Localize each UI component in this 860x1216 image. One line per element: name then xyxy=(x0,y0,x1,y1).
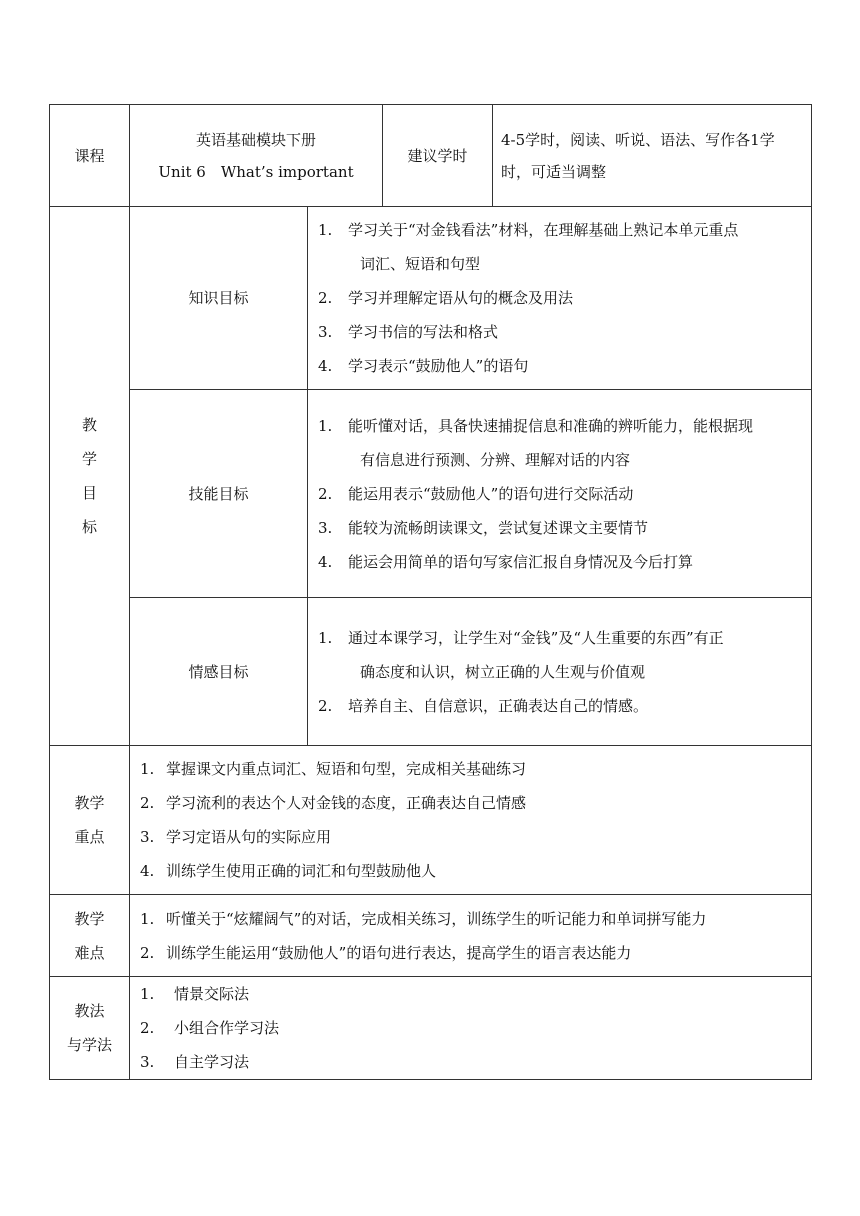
key-points-label-line: 重点 xyxy=(74,828,105,846)
item-number: 1. xyxy=(318,628,333,647)
difficulties-label-cell xyxy=(50,895,130,977)
item-number: 1. xyxy=(318,416,333,435)
emotion-items-cell xyxy=(308,598,812,746)
skills-list xyxy=(308,403,811,585)
item-number: 4. xyxy=(140,862,155,880)
key-points-label-line: 教学 xyxy=(74,794,105,812)
item-text: 听懂关于“炫耀阔气”的对话，完成相关练习，训练学生的听记能力和单词拼写能力 xyxy=(166,909,707,928)
difficulties-items-cell xyxy=(130,895,812,977)
header-row xyxy=(50,105,812,207)
skills-row xyxy=(50,390,812,598)
item-text: 小组合作学习法 xyxy=(174,1019,280,1037)
item-number: 1. xyxy=(140,909,155,928)
item-text: 情景交际法 xyxy=(174,985,250,1003)
objectives-label-char: 标 xyxy=(81,518,97,536)
skills-label: 技能目标 xyxy=(188,484,249,503)
item-text: 训练学生能运用“鼓励他人”的语句进行表达，提高学生的语言表达能力 xyxy=(166,943,632,962)
emotion-list xyxy=(308,615,811,729)
list-item xyxy=(318,213,803,281)
item-number: 2. xyxy=(318,696,333,715)
list-item xyxy=(140,936,809,970)
item-text: 掌握课文内重点词汇、短语和句型，完成相关基础练习 xyxy=(166,760,527,778)
knowledge-list xyxy=(308,207,811,389)
hours-label: 建议学时 xyxy=(407,146,468,165)
difficulties-list xyxy=(130,896,811,976)
methods-label-cell xyxy=(50,977,130,1080)
course-title-cell xyxy=(130,105,383,207)
item-number: 4. xyxy=(318,552,333,571)
item-number: 1. xyxy=(140,985,155,1003)
item-text: 能运用表示“鼓励他人”的语句进行交际活动 xyxy=(348,484,634,503)
item-text-continued: 有信息进行预测、分辨、理解对话的内容 xyxy=(360,450,631,469)
hours-text-cell xyxy=(493,105,812,207)
item-number: 1. xyxy=(140,760,155,778)
objectives-label-cell xyxy=(50,207,130,746)
objectives-label-char: 教 xyxy=(81,416,97,434)
objectives-label-char: 目 xyxy=(81,484,97,502)
list-item xyxy=(318,281,803,315)
item-text: 学习并理解定语从句的概念及用法 xyxy=(348,289,574,307)
item-text: 通过本课学习，让学生对“金钱”及“人生重要的东西”有正 xyxy=(348,628,724,647)
list-item xyxy=(318,621,803,689)
item-number: 3. xyxy=(318,323,333,341)
key-points-list xyxy=(130,746,811,894)
list-item xyxy=(140,752,803,786)
item-text: 自主学习法 xyxy=(174,1053,250,1071)
knowledge-row xyxy=(50,207,812,390)
list-item xyxy=(140,902,809,936)
skills-items-cell xyxy=(308,390,812,598)
item-text: 训练学生使用正确的词汇和句型鼓励他人 xyxy=(166,862,437,880)
difficulties-row xyxy=(50,895,812,977)
list-item xyxy=(318,349,803,383)
item-number: 3. xyxy=(140,1053,155,1071)
item-number: 2. xyxy=(140,1019,155,1037)
knowledge-label: 知识目标 xyxy=(188,289,249,307)
objectives-label-char: 学 xyxy=(81,450,97,468)
item-text: 能较为流畅朗读课文，尝试复述课文主要情节 xyxy=(348,518,649,537)
emotion-row xyxy=(50,598,812,746)
list-item xyxy=(318,315,803,349)
item-text-continued: 确态度和认识，树立正确的人生观与价值观 xyxy=(360,662,646,681)
item-number: 4. xyxy=(318,357,333,375)
item-number: 1. xyxy=(318,221,333,239)
course-label: 课程 xyxy=(74,146,105,165)
knowledge-label-cell xyxy=(130,207,308,390)
methods-items-cell xyxy=(130,977,812,1080)
item-number: 2. xyxy=(318,289,333,307)
list-item xyxy=(140,854,803,888)
list-item xyxy=(318,477,803,511)
list-item xyxy=(140,820,803,854)
item-number: 3. xyxy=(318,518,333,537)
item-text: 培养自主、自信意识，正确表达自己的情感。 xyxy=(348,696,649,715)
item-text: 能运会用简单的语句写家信汇报自身情况及今后打算 xyxy=(348,552,694,571)
course-title-cn: 英语基础模块下册 xyxy=(195,130,316,149)
item-number: 3. xyxy=(140,828,155,846)
emotion-label-cell xyxy=(130,598,308,746)
methods-label-line: 与学法 xyxy=(66,1036,112,1054)
lesson-plan-table xyxy=(49,104,812,1080)
key-points-label-cell xyxy=(50,746,130,895)
item-text-continued: 词汇、短语和句型 xyxy=(360,255,481,273)
list-item xyxy=(318,409,803,477)
list-item xyxy=(140,1011,803,1045)
emotion-label: 情感目标 xyxy=(188,662,249,681)
skills-label-cell xyxy=(130,390,308,598)
methods-list xyxy=(130,977,811,1079)
item-number: 2. xyxy=(140,943,155,962)
item-text: 学习关于“对金钱看法”材料，在理解基础上熟记本单元重点 xyxy=(348,221,739,239)
difficulties-label-line: 教学 xyxy=(74,909,105,928)
course-label-cell xyxy=(50,105,130,207)
hours-text: 4-5学时，阅读、听说、语法、写作各1学时，可适当调整 xyxy=(501,130,775,181)
item-text: 学习书信的写法和格式 xyxy=(348,323,499,341)
difficulties-label-line: 难点 xyxy=(74,943,105,962)
list-item xyxy=(140,786,803,820)
course-title-en: Unit 6 What’s important xyxy=(158,162,354,181)
key-points-row xyxy=(50,746,812,895)
item-text: 学习流利的表达个人对金钱的态度，正确表达自己情感 xyxy=(166,794,527,812)
methods-row xyxy=(50,977,812,1080)
list-item xyxy=(140,977,803,1011)
item-text: 学习表示“鼓励他人”的语句 xyxy=(348,357,529,375)
key-points-items-cell xyxy=(130,746,812,895)
list-item xyxy=(318,545,803,579)
list-item xyxy=(318,511,803,545)
item-text: 学习定语从句的实际应用 xyxy=(166,828,332,846)
methods-label-line: 教法 xyxy=(74,1002,105,1020)
item-number: 2. xyxy=(318,484,333,503)
item-text: 能听懂对话，具备快速捕捉信息和准确的辨听能力，能根据现 xyxy=(348,416,754,435)
item-number: 2. xyxy=(140,794,155,812)
list-item xyxy=(140,1045,803,1079)
hours-label-cell xyxy=(383,105,493,207)
list-item xyxy=(318,689,803,723)
knowledge-items-cell xyxy=(308,207,812,390)
